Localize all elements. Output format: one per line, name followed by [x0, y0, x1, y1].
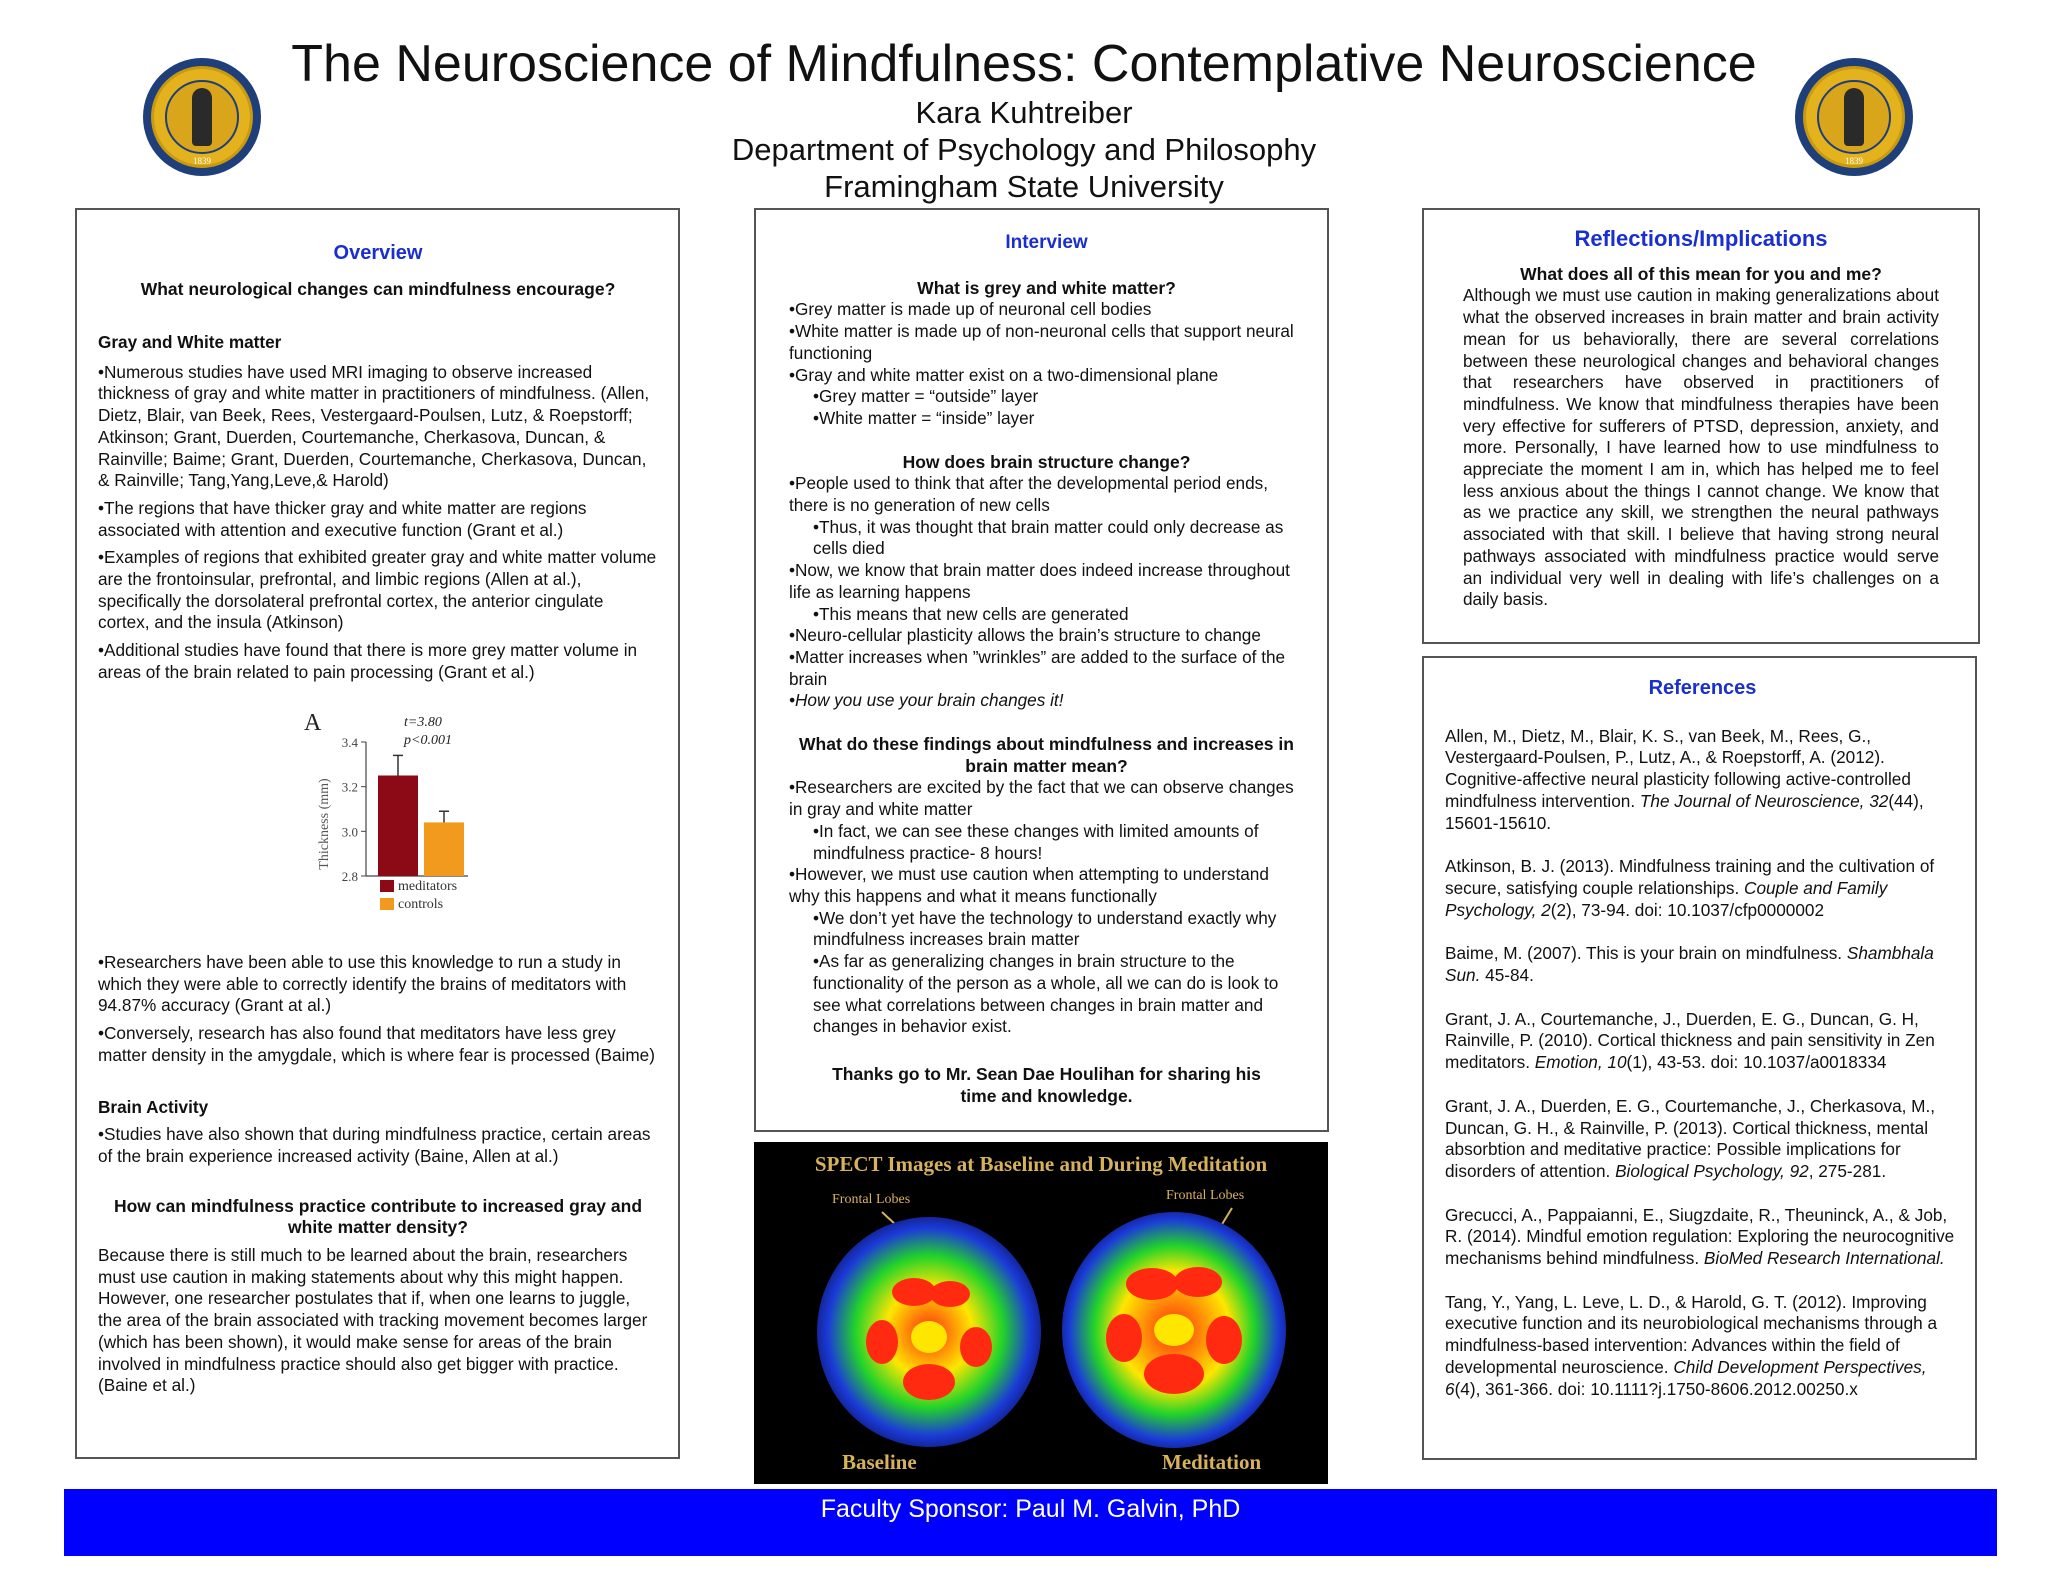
- interview-line-4: •Grey matter = “outside” layer: [813, 386, 1039, 407]
- interview-line-6: •People used to think that after the developmental period ends, there is no generation of new cells: [789, 473, 1268, 516]
- reference-7: Tang, Y., Yang, L. Leve, L. D., & Harold, G. T. (2012). Improving executive function and its neurobiological mechanisms through a mindfulness-based intervention: Advances within the field of developmental neuroscience. Child Development Perspectives, 6(4), 361-366. doi: 10.1111?j.1750-8606.2012.00250.x: [1445, 1291, 1938, 1399]
- spect-caption-baseline: Baseline: [842, 1450, 917, 1474]
- overview-bullet-7: •Studies have also shown that during mindfulness practice, certain areas of the brain experience increased activity (Baine, Allen at al.): [98, 1124, 651, 1166]
- interview-line-16: •We don’t yet have the technology to understand exactly why mindfulness increases brain matter: [813, 907, 1277, 950]
- reflections-content: [1463, 228, 1939, 611]
- chart-bar-meditators: [378, 776, 418, 877]
- reference-6: Grecucci, A., Pappaianni, E., Siugzdaite, R., Theuninck, A., & Job, R. (2014). Mindful emotion regulation: Exploring the neurocognitive mechanisms behind mindfulness. BioMed Research International.: [1445, 1204, 1955, 1269]
- chart-legend-label: meditators: [398, 879, 458, 894]
- interview-question-2: How does brain structure change?: [902, 451, 1191, 472]
- interview-question-1: What is grey and white matter?: [917, 277, 1176, 298]
- interview-line-13: •Researchers are excited by the fact that we can observe changes in gray and white matter: [789, 777, 1294, 820]
- chart-stat-t: t=3.80: [404, 715, 442, 730]
- interview-thanks: Thanks go to Mr. Sean Dae Houlihan for sharing his time and knowledge.: [832, 1063, 1261, 1106]
- reflections-question: What does all of this mean for you and me?: [1520, 263, 1882, 284]
- overview-question-2: How can mindfulness practice contribute to increased gray and white matter density?: [113, 1195, 643, 1238]
- spect-caption-meditation: Meditation: [1162, 1450, 1262, 1474]
- seal-year: 1839: [193, 156, 211, 166]
- interview-line-5: •White matter = “inside” layer: [813, 407, 1035, 428]
- overview-bullet-6: •Conversely, research has also found that meditators have less grey matter density in the amygdale, which is where fear is processed (Baime): [98, 1023, 655, 1065]
- interview-line-15: •However, we must use caution when attempting to understand why this happens and what it means functionally: [789, 864, 1269, 906]
- interview-heading: Interview: [1005, 232, 1088, 253]
- reflections-body: Although we must use caution in making generalizations about what the observed increases in brain matter and brain activity mean for us behaviorally, there are several correlations between these neurological changes and behavioral changes that researchers have observed in practitioners of mindfulness. We know that mindfulness therapies have been very effective for sufferers of PTSD, depression, anxiety, and more. Personally, I have learned how to use mindfulness to appreciate the moment I am in, which has helped me to feel less anxious about the things I cannot change. We know that as we practice any skill, we strengthen the neural pathways associated with that skill. I believe that having strong neural pathways associated with mindfulness practice would serve an individual very well in dealing with life’s challenges on a daily basis.: [1463, 285, 1939, 610]
- interview-content: [789, 232, 1304, 1107]
- reference-2: Atkinson, B. J. (2013). Mindfulness training and the cultivation of secure, satisfying couple relationships. Couple and Family Psychology, 2(2), 73-94. doi: 10.1037/cfp0000002: [1445, 856, 1935, 920]
- interview-line-14: •In fact, we can see these changes with limited amounts of mindfulness practice- 8 hours!: [813, 820, 1259, 863]
- author-name: Kara Kuhtreiber: [915, 95, 1133, 130]
- overview-bullet-3: •Examples of regions that exhibited greater gray and white matter volume are the frontoinsular, prefrontal, and limbic regions (Allen at al.), specifically the dorsolateral prefrontal cortex, the anterior cingulate cortex, and the insula (Atkinson): [98, 547, 657, 633]
- chart-legend-label: controls: [398, 897, 444, 912]
- gray-white-heading: Gray and White matter: [98, 332, 282, 352]
- figure-icon: [1844, 88, 1864, 146]
- spect-label-left: Frontal Lobes: [832, 1192, 911, 1207]
- footer-bar: [64, 1489, 1997, 1556]
- thickness-bar-chart: [298, 706, 478, 928]
- overview-bullet-5: •Researchers have been able to use this knowledge to run a study in which they were able to correctly identify the brains of meditators with 94.87% accuracy (Grant at al.): [98, 952, 627, 1016]
- chart-stat-p: p<0.001: [404, 733, 452, 748]
- overview-question: What neurological changes can mindfulness encourage?: [140, 279, 616, 299]
- chart-y-tick-label: 3.0: [341, 824, 358, 840]
- faculty-sponsor: Faculty Sponsor: Paul M. Galvin, PhD: [820, 1495, 1241, 1523]
- overview-heading: Overview: [333, 242, 423, 264]
- university-name: Framingham State University: [824, 169, 1224, 204]
- chart-y-tick-label: 3.2: [341, 779, 358, 795]
- chart-legend-swatch: [380, 898, 394, 910]
- interview-line-3: •Gray and white matter exist on a two-dimensional plane: [789, 364, 1219, 385]
- figure-icon: [192, 88, 212, 146]
- chart-bar-controls: [424, 822, 464, 876]
- university-seal-right: [1795, 58, 1913, 176]
- university-seal-left: [143, 58, 261, 176]
- overview-content-2: [98, 952, 658, 1397]
- chart-y-tick-label: 3.4: [341, 735, 358, 750]
- department-name: Department of Psychology and Philosophy: [731, 132, 1317, 167]
- interview-line-11: •Matter increases when ”wrinkles” are added to the surface of the brain: [789, 646, 1286, 689]
- overview-bullet-4: •Additional studies have found that there is more grey matter volume in areas of the brain related to pain processing (Grant et al.): [98, 640, 638, 682]
- poster-title: The Neuroscience of Mindfulness: Contemplative Neuroscience: [291, 35, 1757, 93]
- reference-4: Grant, J. A., Courtemanche, J., Duerden, E. G., Duncan, G. H, Rainville, P. (2010). Cortical thickness and pain sensitivity in Zen meditators. Emotion, 10(1), 43-53. doi: 10.1037/a0018334: [1445, 1008, 1935, 1073]
- overview-bullet-2: •The regions that have thicker gray and white matter are regions associated with attention and executive function (Grant et al.): [98, 497, 587, 540]
- interview-line-9: •This means that new cells are generated: [813, 603, 1129, 624]
- reference-3: Baime, M. (2007). This is your brain on mindfulness. Shambhala Sun. 45-84.: [1445, 943, 1934, 986]
- seal-year: 1839: [1845, 156, 1863, 166]
- interview-line-8: •Now, we know that brain matter does indeed increase throughout life as learning happens: [789, 560, 1290, 602]
- chart-y-label: Thickness (mm): [317, 778, 332, 870]
- chart-legend-swatch: [380, 880, 394, 892]
- interview-line-10: •Neuro-cellular plasticity allows the brain’s structure to change: [789, 625, 1261, 646]
- brain-activity-heading: Brain Activity: [98, 1096, 209, 1117]
- reference-5: Grant, J. A., Duerden, E. G., Courtemanche, J., Cherkasova, M., Duncan, G. H., & Rainville, P. (2013). Cortical thickness, mental absorbtion and meditative practice: Possible implications for disorders of attention. Biological Psychology, 92, 275-281.: [1445, 1095, 1936, 1181]
- spect-label-right: Frontal Lobes: [1166, 1188, 1245, 1203]
- overview-bullet-1: •Numerous studies have used MRI imaging to observe increased thickness of gray and white matter in practitioners of mindfulness. (Allen, Dietz, Blair, van Beek, Rees, Vestergaard-Poulsen, Lutz, & Roepstorff; Atkinson; Grant, Duerden, Courtemanche, Cherkasova, Duncan, & Rainville; Baime; Grant, Duerden, Courtemanche, Cherkasova, Duncan, & Rainville; Tang,Yang,Leve,& Harold): [98, 361, 650, 491]
- interview-question-3: What do these findings about mindfulness and increases in brain matter mean?: [799, 734, 1294, 776]
- overview-content: [98, 242, 658, 684]
- interview-line-12: •How you use your brain changes it!: [789, 690, 1064, 711]
- reflections-heading: Reflections/Implications: [1574, 226, 1828, 251]
- overview-final-paragraph: Because there is still much to be learned about the brain, researchers must use caution in making statements about why this might happen. However, one researcher postulates that if, when one learns to juggle, the area of the brain associated with tracking movement becomes larger (which has been shown), it would make sense for areas of the brain involved in mindfulness practice should also get bigger with practice. (Baine et al.): [98, 1245, 648, 1396]
- references-content: [1445, 678, 1960, 1400]
- spect-image: [754, 1142, 1328, 1484]
- interview-line-1: •Grey matter is made up of neuronal cell bodies: [789, 299, 1152, 320]
- reference-1: Allen, M., Dietz, M., Blair, K. S., van Beek, M., Rees, G., Vestergaard-Poulsen, P., Lutz, A., & Roepstorff, A. (2012). Cognitive-affective neural plasticity following active-controlled mindfulness intervention. The Journal of Neuroscience, 32(44), 15601-15610.: [1445, 725, 1924, 833]
- interview-line-7: •Thus, it was thought that brain matter could only decrease as cells died: [813, 516, 1284, 559]
- chart-y-tick-label: 2.8: [341, 869, 358, 884]
- interview-line-2: •White matter is made up of non-neuronal cells that support neural functioning: [789, 321, 1294, 363]
- references-heading: References: [1648, 677, 1757, 699]
- spect-brain-scans: [754, 1142, 1328, 1484]
- spect-title: SPECT Images at Baseline and During Meditation: [814, 1152, 1268, 1176]
- chart-panel-label: A: [304, 710, 322, 736]
- interview-line-17: •As far as generalizing changes in brain structure to the functionality of the person as a whole, all we can do is look to see what correlations between changes in brain matter and changes in behavior exist.: [813, 951, 1279, 1037]
